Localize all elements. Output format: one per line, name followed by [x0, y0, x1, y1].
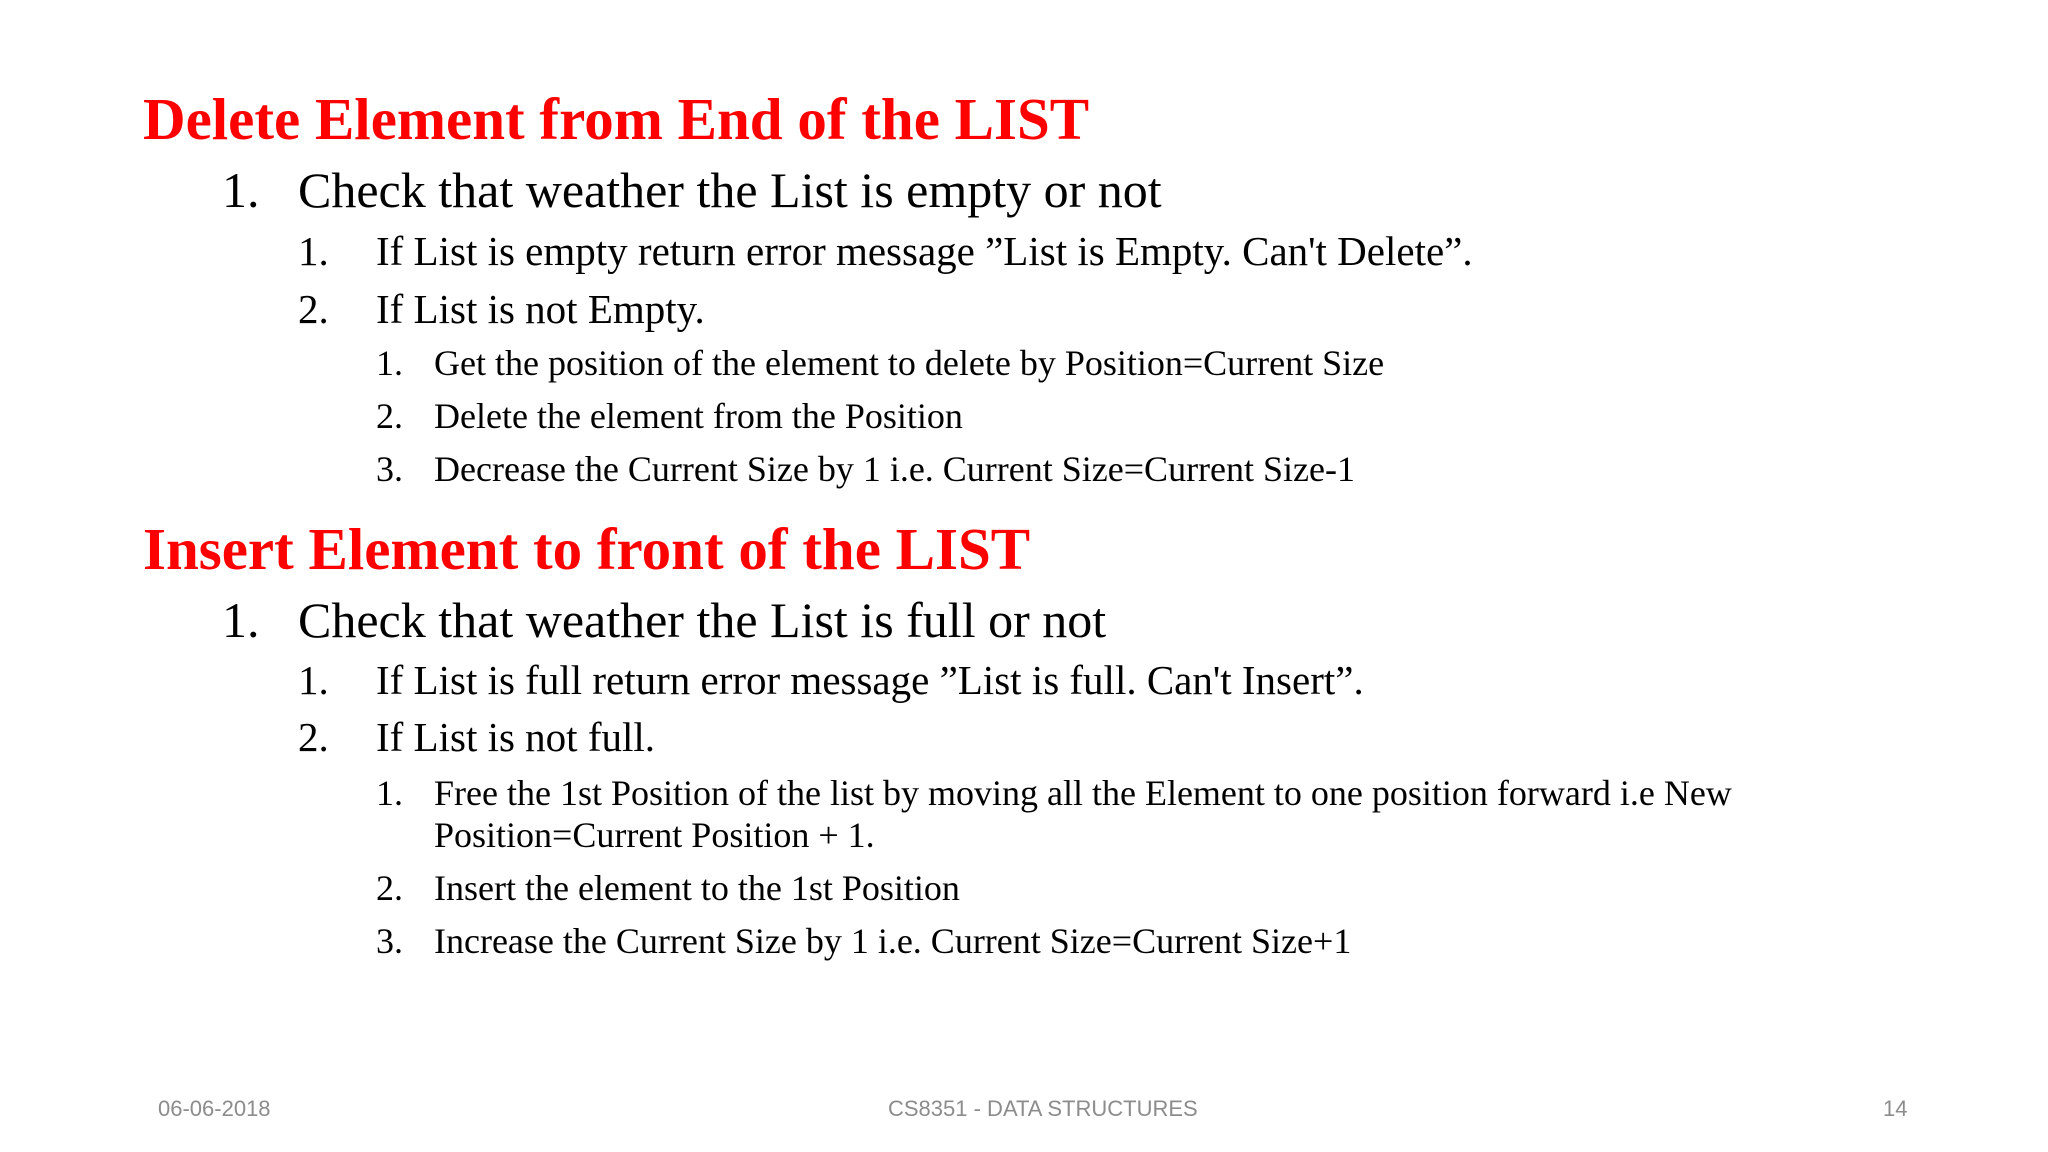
footer-course: CS8351 - DATA STRUCTURES: [888, 1096, 1198, 1121]
item-number: 2.: [298, 286, 329, 332]
item-text: Decrease the Current Size by 1 i.e. Current Size=Current Size-1: [434, 449, 1355, 489]
section-title-delete-end: Delete Element from End of the LIST: [143, 86, 1090, 152]
item-number: 1.: [222, 162, 260, 218]
item-text: Check that weather the List is full or not: [298, 592, 1107, 648]
footer-page-number: 14: [1883, 1096, 1908, 1121]
item-text: If List is empty return error message ”List is Empty. Can't Delete”.: [376, 228, 1473, 274]
footer-date: 06-06-2018: [158, 1096, 271, 1121]
item-number: 3.: [376, 449, 403, 489]
item-text: Increase the Current Size by 1 i.e. Current Size=Current Size+1: [434, 921, 1352, 961]
item-text: Free the 1st Position of the list by moving all the Element to one position forward i.e New: [434, 773, 1732, 813]
item-number: 2.: [376, 868, 403, 908]
item-text: If List is full return error message ”List is full. Can't Insert”.: [376, 657, 1364, 703]
item-number: 1.: [298, 228, 329, 274]
item-text: Position=Current Position + 1.: [434, 815, 875, 855]
section-title-insert-front: Insert Element to front of the LIST: [143, 516, 1031, 582]
item-number: 3.: [376, 921, 403, 961]
item-number: 1.: [298, 657, 329, 703]
item-text: If List is not Empty.: [376, 286, 705, 332]
item-number: 1.: [376, 343, 403, 383]
item-text: Delete the element from the Position: [434, 396, 963, 436]
item-text: Get the position of the element to delete by Position=Current Size: [434, 343, 1385, 383]
item-text: Insert the element to the 1st Position: [434, 868, 960, 908]
item-number: 1.: [376, 773, 403, 813]
item-text: Check that weather the List is empty or not: [298, 162, 1162, 218]
item-number: 1.: [222, 592, 260, 648]
item-number: 2.: [376, 396, 403, 436]
item-number: 2.: [298, 714, 329, 760]
item-text: If List is not full.: [376, 714, 656, 760]
